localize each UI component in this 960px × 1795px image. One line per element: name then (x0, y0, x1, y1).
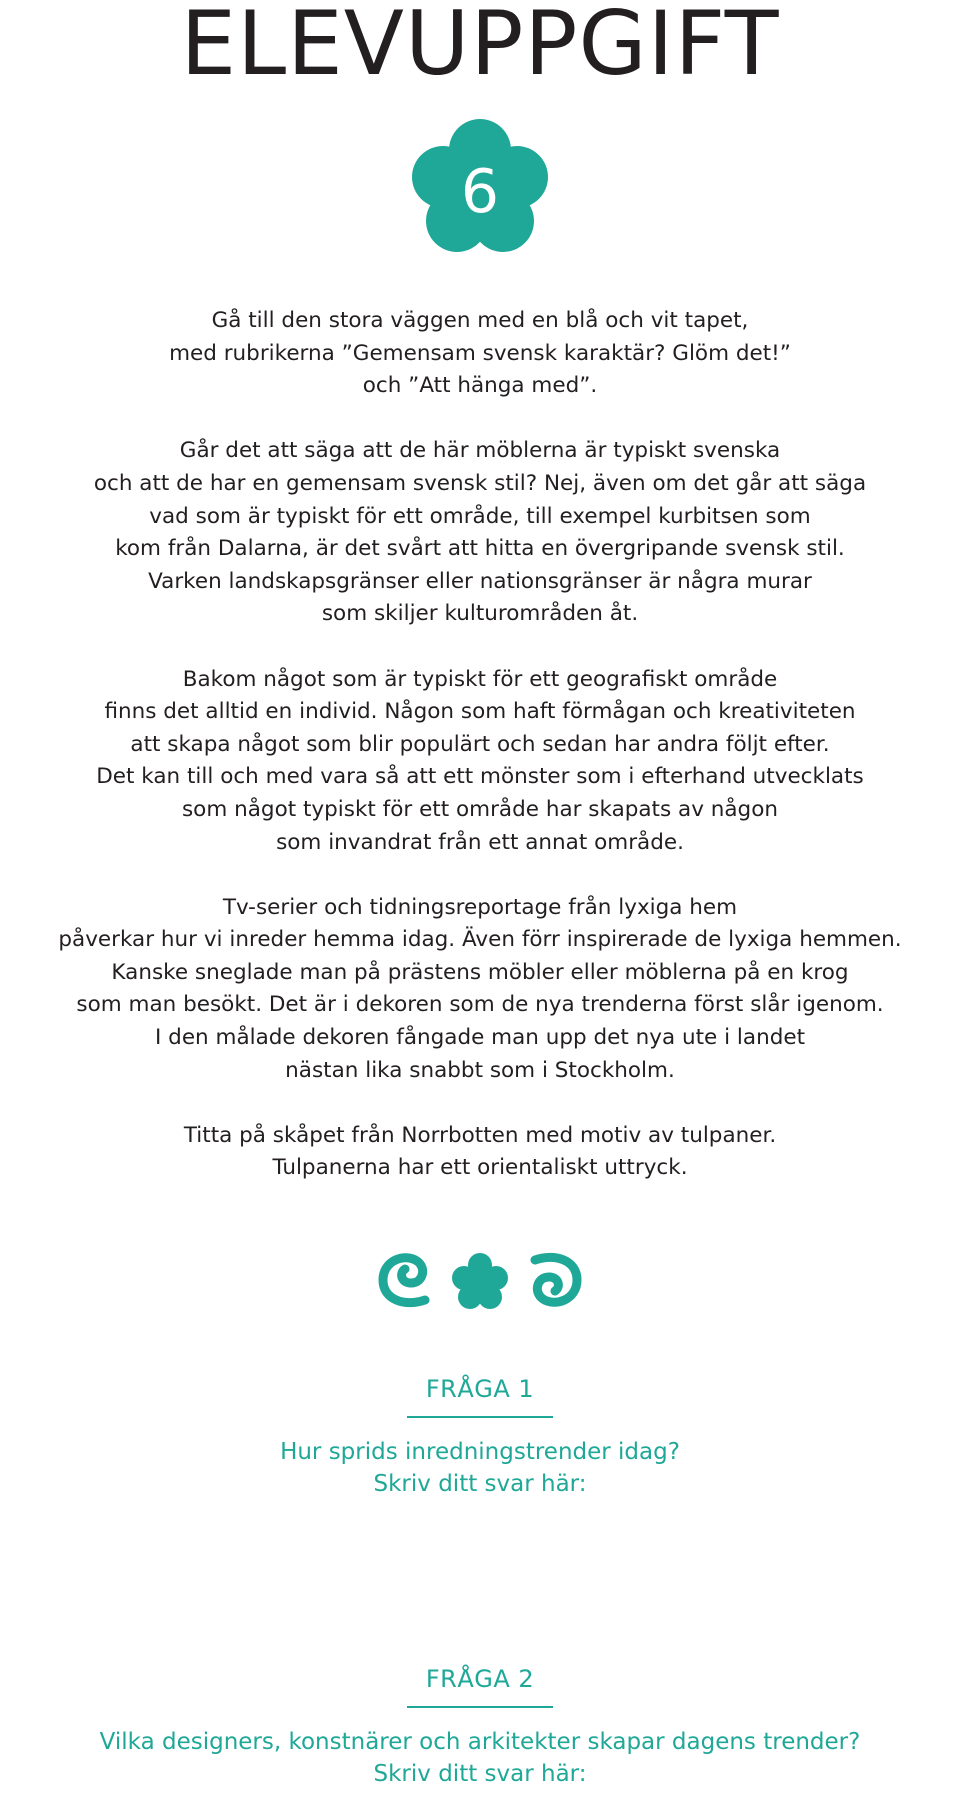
heading-underline (407, 1416, 553, 1418)
flower-badge-icon (405, 114, 555, 264)
badge-number: 6 (460, 157, 500, 227)
scroll-left-icon (383, 1258, 425, 1303)
question-2 (0, 1662, 960, 1790)
paragraph: Tv-serier och tidningsreportage från lyxiga hem påverkar hur vi inreder hemma idag. Även förr inspirerade de lyxiga hemmen. Kanske sneglade man på prästens möbler eller möblerna på en krog som man besökt. Det är i dekoren som de nya trenderna först slår igenom. I den målade dekoren fångade man upp det nya ute i landet nästan lika snabbt som i Stockholm. (58, 894, 902, 1083)
question-text: Hur sprids inredningstrender idag? Skriv ditt svar här: (280, 1439, 680, 1497)
question-heading: FRÅGA 1 (425, 1375, 535, 1403)
paragraph: Titta på skåpet från Norrbotten med motiv av tulpaner. Tulpanerna har ett orientaliskt uttryck. (183, 1122, 777, 1181)
intro-text (0, 305, 960, 1218)
question-1 (0, 1372, 960, 1500)
heading-underline (407, 1706, 553, 1708)
flower-badge-graphic (405, 114, 555, 264)
ornament-graphic (375, 1245, 585, 1315)
question-text: Vilka designers, konstnärer och arkitekter skapar dagens trender? Skriv ditt svar här: (99, 1729, 861, 1787)
paragraph: Gå till den stora väggen med en blå och vit tapet, med rubrikerna ”Gemensam svensk karaktär? Glöm det!” och ”Att hänga med”. (169, 308, 791, 399)
flower-icon (452, 1253, 508, 1309)
question-heading: FRÅGA 2 (425, 1665, 535, 1693)
paragraph: Bakom något som är typiskt för ett geografiskt område finns det alltid en individ. Någon som haft förmågan och kreativiteten att skapa något som blir populärt och sedan har andra följt efter. Det kan till och med vara så att ett mönster som i efterhand utvecklats som något typiskt för ett område har skapats av någon som invandrat från ett annat område. (96, 666, 864, 855)
scroll-right-icon (535, 1257, 577, 1302)
page-title: ELEVUPPGIFT (180, 0, 780, 95)
ornament-divider (375, 1245, 585, 1315)
paragraph: Går det att säga att de här möblerna är typiskt svenska och att de har en gemensam svensk stil? Nej, även om det går att säga vad som är typiskt för ett område, till exempel kurbitsen som kom från Dalarna, är det svårt att hitta en övergripande svensk stil. Varken landskapsgränser eller nationsgränser är några murar som skiljer kulturområden åt. (93, 438, 867, 627)
